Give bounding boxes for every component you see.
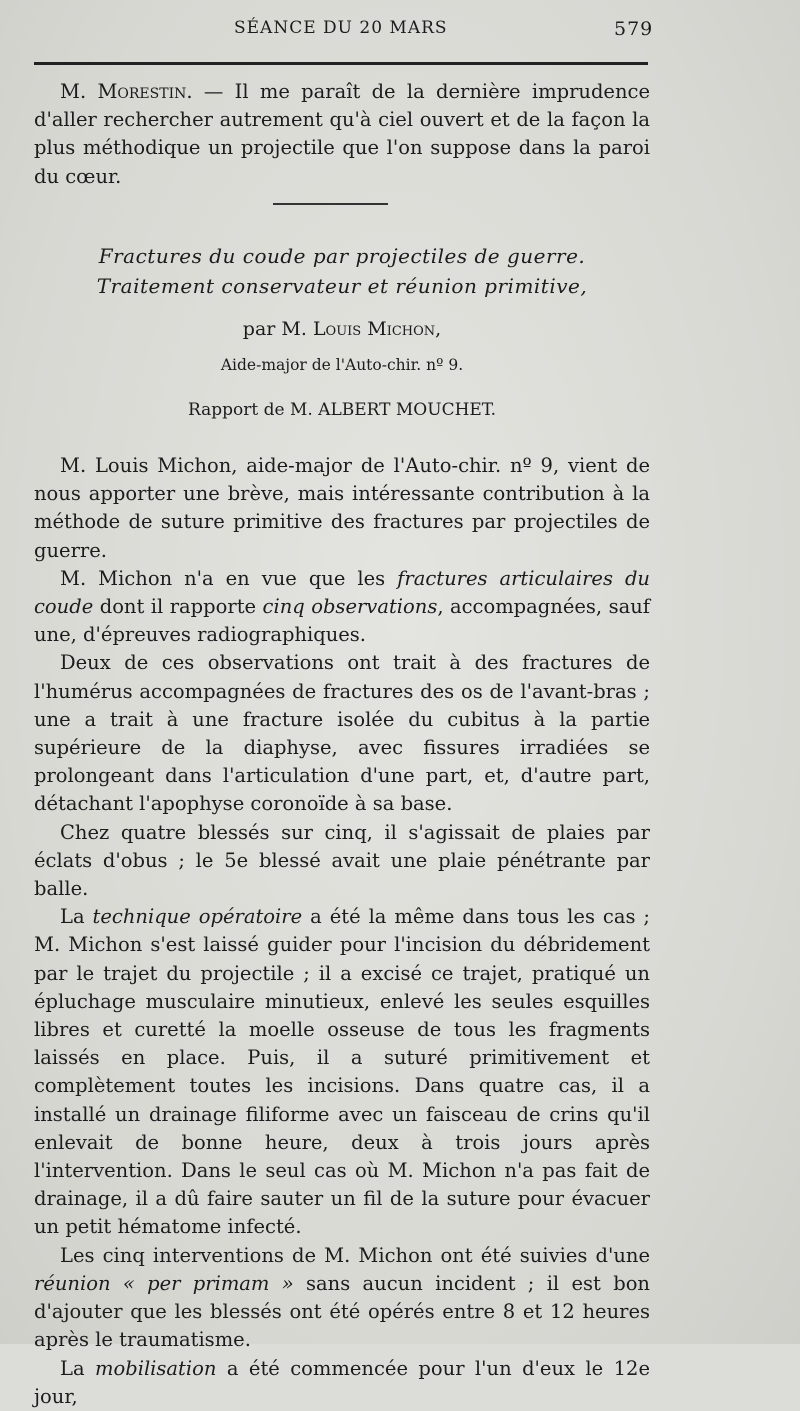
intro-text: — Il me paraît de la dernière imprudence d'aller rechercher autrement qu'à ciel ouvert et de la façon la plus méthodique un projectile que l'on suppose dans la paroi du cœur. [34,80,650,188]
p5-emphasis: technique opératoire [92,905,303,929]
header-rule [34,62,648,65]
article-byline [34,318,650,340]
article-title-line2: Traitement conservateur et réunion primitive, [96,274,588,298]
page-number: 579 [614,18,654,40]
article-body [34,452,650,1411]
report-line: Rapport de M. ALBERT MOUCHET. [187,400,497,420]
p2-text-c: , accompagnées, sauf une, d'épreuves radiographiques. [34,595,650,647]
p6-text-b: sans aucun incident ; il est bon d'ajouter que les blessés ont été opérés entre 8 et 12 heures après le traumatisme. [34,1271,650,1352]
article-title-line1: Fractures du coude par projectiles de guerre. [98,244,586,268]
byline-prefix: par M. [242,318,313,340]
p5-text-b: a été la même dans tous les cas ; M. Michon s'est laissé guider pour l'incision du débridement par le trajet du projectile ; il a excisé ce trajet, pratiqué un épluchage musculaire minutieux, enlevé les seules esquilles libres et curetté la moelle osseuse de tous les fragments laissés en place. Puis, il a suturé primitivement et complètement toutes les incisions. Dans quatre cas, il a installé un drainage filiforme avec un faisceau de crins qu'il enlevait de bonne heure, deux à trois jours après l'intervention. Dans le seul cas où M. Michon n'a pas fait de drainage, il a dû faire sauter un fil de la suture pour évacuer un petit hématome infecté. [34,905,650,1239]
body-paragraph-2 [34,565,650,650]
p2-emphasis-1: fractures articulaires du coude [34,566,650,619]
speaker-name: M. Morestin. [60,80,193,103]
intro-paragraph [34,78,650,191]
p7-text-a: La [60,1356,95,1380]
p2-text-a: M. Michon n'a en vue que les [60,566,398,590]
p7-text-b: a été commencée pour l'un d'eux le 12e jour, [34,1356,650,1408]
body-paragraph-3: Deux de ces observations ont trait à des fractures de l'humérus accompagnées de fractures des os de l'avant-bras ; une a trait à une fracture isolée du cubitus à la partie supérieure de la diaphyse, avec fissures irradiées se prolongeant dans l'articulation d'une part, et, d'autre part, détachant l'apophyse coronoïde à sa base. [34,651,650,816]
p6-text-a: Les cinq interventions de M. Michon ont été suivies d'une [60,1243,650,1267]
p2-text-b: dont il rapporte [93,595,263,619]
author-name: Louis Michon, [312,318,442,340]
running-title: SÉANCE DU 20 MARS [234,18,448,38]
p6-emphasis: réunion « per primam » [34,1271,294,1295]
body-paragraph-5 [34,903,650,1241]
body-paragraph-6 [34,1242,650,1355]
author-affiliation: Aide-major de l'Auto-chir. nº 9. [220,356,464,374]
p7-emphasis: mobilisation [95,1356,217,1380]
body-paragraph-7 [34,1355,650,1411]
body-paragraph-4: Chez quatre blessés sur cinq, il s'agissait de plaies par éclats d'obus ; le 5e blessé avait une plaie pénétrante par balle. [34,820,650,901]
section-separator [273,203,388,205]
p2-emphasis-2: cinq observations [262,595,438,619]
body-paragraph-1: M. Louis Michon, aide-major de l'Auto-chir. nº 9, vient de nous apporter une brève, mais intéressante contribution à la méthode de suture primitive des fractures par projectiles de guerre. [34,454,650,562]
p5-text-a: La [60,905,93,929]
